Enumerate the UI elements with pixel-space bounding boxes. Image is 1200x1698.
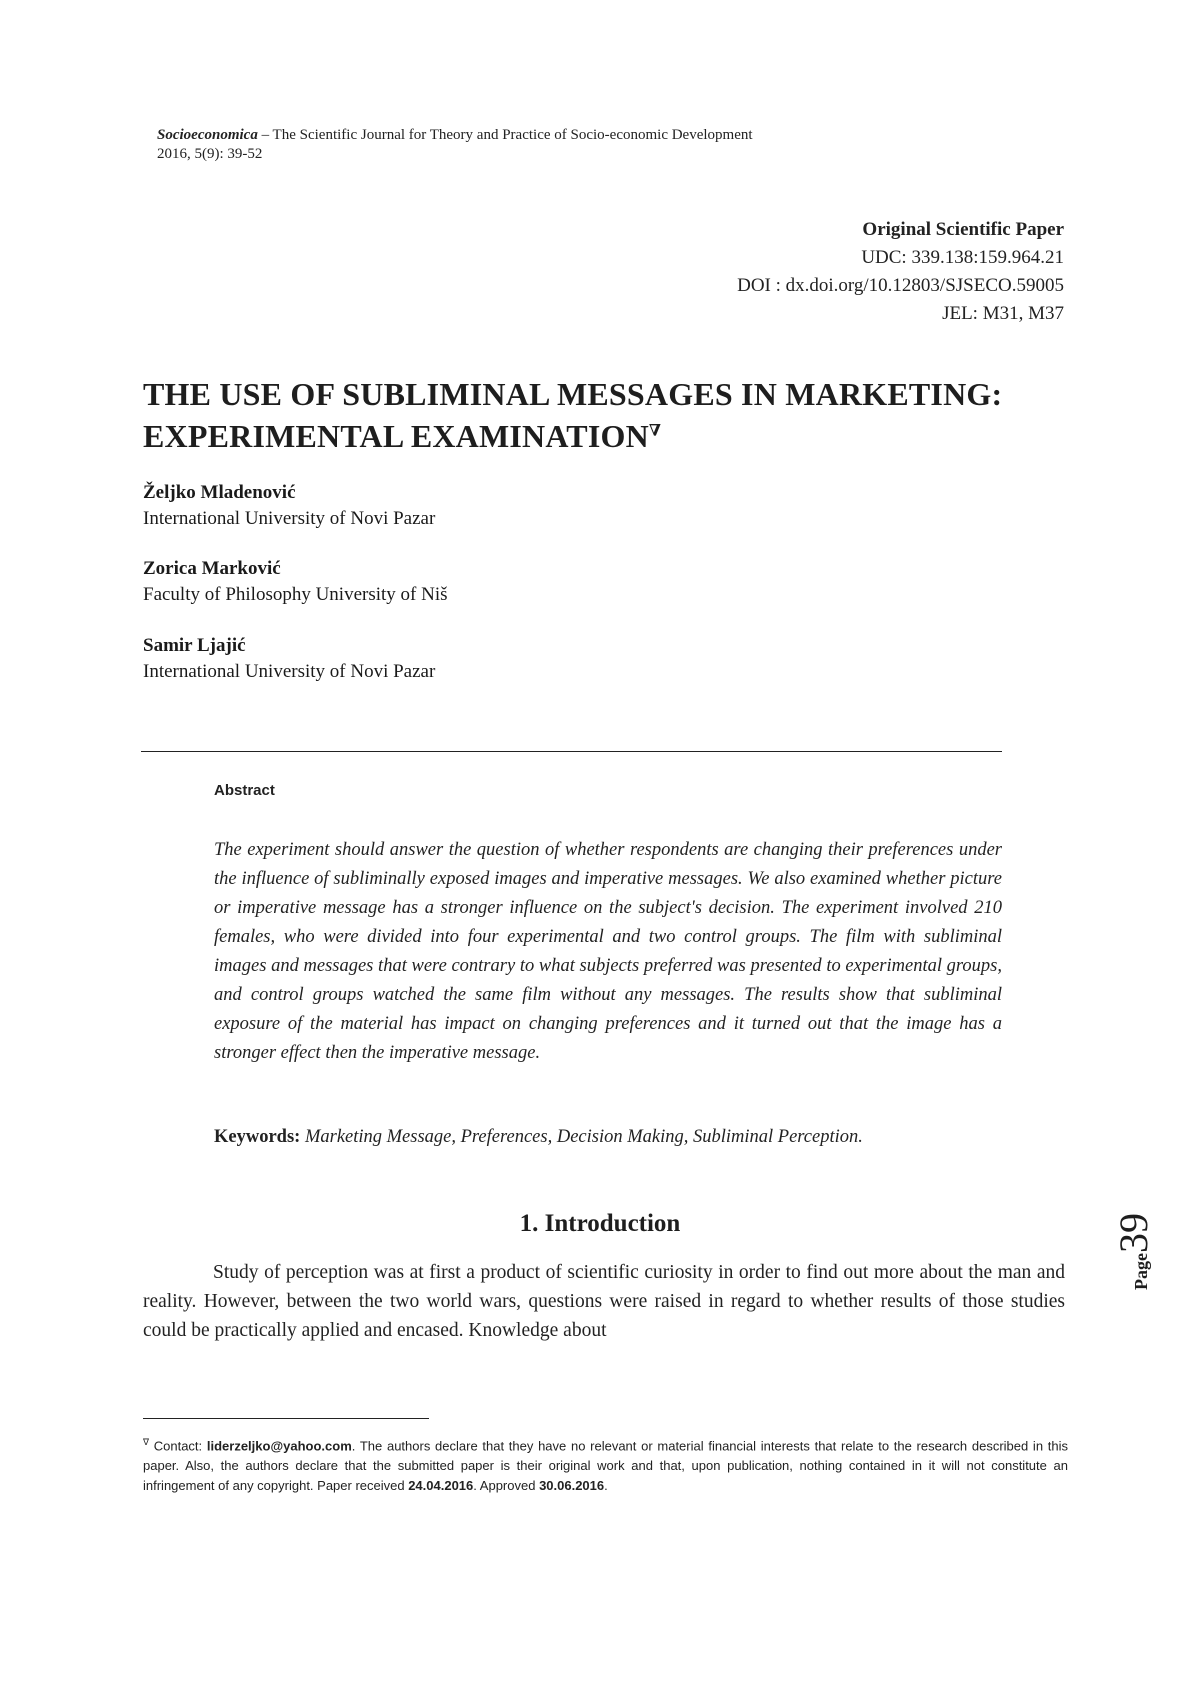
author-name: Zorica Marković bbox=[143, 558, 281, 579]
udc-code: UDC: 339.138:159.964.21 bbox=[861, 247, 1064, 268]
author-affiliation: International University of Novi Pazar bbox=[143, 661, 436, 682]
author-name: Samir Ljajić bbox=[143, 635, 246, 656]
paper-meta bbox=[737, 216, 1064, 328]
title-line-2 bbox=[143, 415, 1083, 457]
abstract-heading: Abstract bbox=[214, 782, 275, 799]
footnote-email[interactable]: liderzeljko@yahoo.com bbox=[206, 1438, 352, 1454]
author-3 bbox=[143, 633, 435, 685]
title-line-1: THE USE OF SUBLIMINAL MESSAGES IN MARKETING: bbox=[143, 376, 1003, 412]
author-1 bbox=[143, 480, 435, 532]
abstract-body: The experiment should answer the question of whether respondents are changing their preferences under the influence of subliminally exposed images and imperative messages. We also examined whether picture or imperative message has a stronger influence on the subject's decision. The experiment involved 210 females, who were divided into four experimental and two control groups. The film with subliminal images and messages that were contrary to what subjects preferred was presented to experimental groups, and control groups watched the same film without any messages. The results show that subliminal exposure of the material has impact on changing preferences and it turned out that the image has a stronger effect then the imperative message. bbox=[214, 840, 1002, 1063]
section-divider bbox=[141, 751, 1002, 752]
title-footnote-mark[interactable]: ∇ bbox=[648, 422, 662, 440]
footnote-contact-label: Contact: bbox=[149, 1438, 207, 1454]
keywords bbox=[214, 1124, 1014, 1150]
footnote-mark: ∇ bbox=[143, 1437, 150, 1447]
keywords-list: Marketing Message, Preferences, Decision Making, Subliminal Perception. bbox=[300, 1127, 863, 1147]
doi-link[interactable]: DOI : dx.doi.org/10.12803/SJSECO.59005 bbox=[737, 275, 1064, 296]
footnote-divider bbox=[143, 1418, 429, 1419]
journal-citation: 2016, 5(9): 39-52 bbox=[157, 146, 263, 162]
page-number-stamp bbox=[1110, 1213, 1157, 1290]
paper-type: Original Scientific Paper bbox=[862, 219, 1064, 240]
introduction-body: Study of perception was at first a product of scientific curiosity in order to find out more about the man and reality. However, between the two world wars, questions were raised in regard to whether results of those studies could be practically applied and encased. Knowledge about bbox=[143, 1262, 1065, 1341]
jel-codes: JEL: M31, M37 bbox=[942, 303, 1064, 324]
author-name: Željko Mladenović bbox=[143, 482, 296, 503]
author-2 bbox=[143, 556, 448, 608]
footnote bbox=[143, 1432, 1068, 1496]
author-affiliation: Faculty of Philosophy University of Niš bbox=[143, 584, 448, 605]
paper-title bbox=[143, 373, 1083, 457]
footnote-received-date: 24.04.2016 bbox=[408, 1478, 474, 1494]
keywords-label: Keywords: bbox=[214, 1127, 301, 1147]
introduction-heading: 1. Introduction bbox=[519, 1210, 681, 1237]
footnote-text-c: . bbox=[604, 1478, 608, 1494]
page-word: Page bbox=[1131, 1253, 1151, 1290]
journal-subtitle: – The Scientific Journal for Theory and Practice of Socio-economic Development bbox=[257, 127, 753, 143]
journal-name: Socioeconomica bbox=[157, 127, 258, 143]
journal-header bbox=[157, 126, 753, 145]
footnote-approved-date: 30.06.2016 bbox=[539, 1478, 605, 1494]
title-line-2-text: EXPERIMENTAL EXAMINATION bbox=[143, 418, 649, 454]
page-number: 39 bbox=[1111, 1213, 1156, 1254]
author-affiliation: International University of Novi Pazar bbox=[143, 508, 436, 529]
footnote-text-a: . The authors declare that they have no relevant or material financial interests that relate to the research described in this paper. Also, the authors declare that the submitted paper is their original work and that, upon publication, nothing contained in it will not constitute an infringement of any copyright. Paper received bbox=[143, 1438, 1068, 1494]
footnote-text-b: . Approved bbox=[473, 1478, 540, 1494]
